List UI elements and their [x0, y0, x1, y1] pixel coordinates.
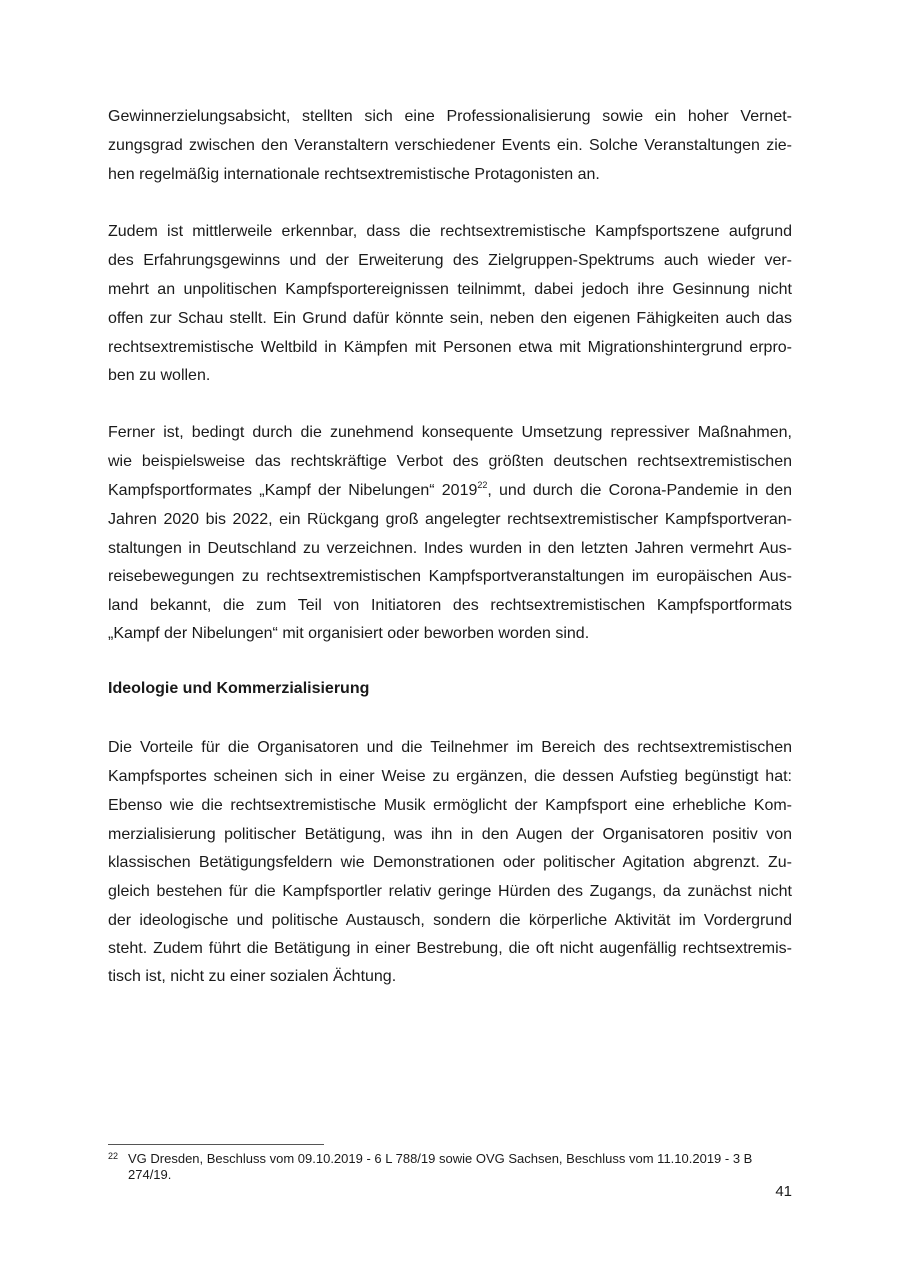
paragraph-4-line-9: tisch ist, nicht zu einer sozialen Ächtung.: [108, 968, 397, 985]
paragraph-2-line-4: offen zur Schau stellt. Ein Grund dafür könnte sein, neben den eigenen Fähigkeiten auch das: [108, 310, 792, 327]
paragraph-4-line-6: gleich bestehen für die Kampfsportler relativ geringe Hürden des Zugangs, da zunächst nicht: [108, 883, 792, 900]
paragraph-3-line-5: staltungen in Deutschland zu verzeichnen. Indes wurden in den letzten Jahren vermehrt Aus-: [108, 540, 792, 557]
footnote-text-line-1: VG Dresden, Beschluss vom 09.10.2019 - 6 L 788/19 sowie OVG Sachsen, Beschluss vom 11.10.2019 - 3 B: [128, 1151, 753, 1166]
paragraph-3-line-6: reisebewegungen zu rechtsextremistischen Kampfsportveranstaltungen im europäischen Aus-: [108, 568, 792, 585]
paragraph-3-line-3-text: Kampfsportformates „Kampf der Nibelungen“ 2019: [108, 482, 478, 499]
footnote-number: 22: [108, 1151, 119, 1161]
paragraph-3-line-4: Jahren 2020 bis 2022, ein Rückgang groß angelegter rechtsextremistischer Kampfsportveran-: [108, 511, 792, 528]
paragraph-4-line-7: der ideologische und politische Austausch, sondern die körperliche Aktivität im Vordergrund: [108, 912, 792, 929]
paragraph-3-line-8: „Kampf der Nibelungen“ mit organisiert oder beworben worden sind.: [108, 625, 590, 642]
paragraph-2-line-3: mehrt an unpolitischen Kampfsportereignissen teilnimmt, dabei jedoch ihre Gesinnung nicht: [108, 281, 792, 298]
section-heading: Ideologie und Kommerzialisierung: [108, 680, 370, 697]
footnote-separator: [108, 1144, 324, 1145]
paragraph-4-line-3: Ebenso wie die rechtsextremistische Musik ermöglicht der Kampfsport eine erhebliche Kom-: [108, 797, 792, 814]
paragraph-3-line-3: [108, 481, 792, 501]
paragraph-3-line-2: wie beispielsweise das rechtskräftige Verbot des größten deutschen rechtsextremistischen: [108, 453, 792, 470]
paragraph-4-line-2: Kampfsportes scheinen sich in einer Weise zu ergänzen, die dessen Aufstieg begünstigt hat:: [108, 768, 792, 785]
paragraph-1-line-3: hen regelmäßig internationale rechtsextremistische Protagonisten an.: [108, 166, 600, 183]
paragraph-2-line-5: rechtsextremistische Weltbild in Kämpfen mit Personen etwa mit Migrationshintergrund erpro-: [108, 339, 792, 356]
paragraph-4-line-4: merzialisierung politischer Betätigung, was ihn in den Augen der Organisatoren positiv von: [108, 826, 792, 843]
paragraph-2-line-2: des Erfahrungsgewinns und der Erweiterung des Zielgruppen-Spektrums auch wieder ver-: [108, 252, 792, 269]
footnote-text-line-2: 274/19.: [128, 1167, 172, 1182]
page-number: 41: [775, 1183, 792, 1200]
paragraph-4-line-1: Die Vorteile für die Organisatoren und die Teilnehmer im Bereich des rechtsextremistischen: [108, 739, 792, 756]
paragraph-3-line-3-rest: , und durch die Corona-Pandemie in den: [487, 482, 793, 499]
paragraph-3-line-1: Ferner ist, bedingt durch die zunehmend konsequente Umsetzung repressiver Maßnahmen,: [108, 424, 792, 441]
paragraph-3-line-7: land bekannt, die zum Teil von Initiatoren des rechtsextremistischen Kampfsportformats: [108, 597, 792, 614]
footnote-reference: 22: [477, 479, 488, 490]
paragraph-4-line-5: klassischen Betätigungsfeldern wie Demonstrationen oder politischer Agitation abgrenzt. Zu-: [108, 854, 792, 871]
paragraph-1-line-1: Gewinnerzielungsabsicht, stellten sich eine Professionalisierung sowie ein hoher Vernet-: [108, 108, 792, 125]
paragraph-1-line-2: zungsgrad zwischen den Veranstaltern verschiedener Events ein. Solche Veranstaltungen zie-: [108, 137, 792, 154]
paragraph-2-line-6: ben zu wollen.: [108, 367, 211, 384]
paragraph-2-line-1: Zudem ist mittlerweile erkennbar, dass die rechtsextremistische Kampfsportszene aufgrund: [108, 223, 792, 240]
paragraph-4-line-8: steht. Zudem führt die Betätigung in einer Bestrebung, die oft nicht augenfällig rechtsextremis-: [108, 940, 792, 957]
